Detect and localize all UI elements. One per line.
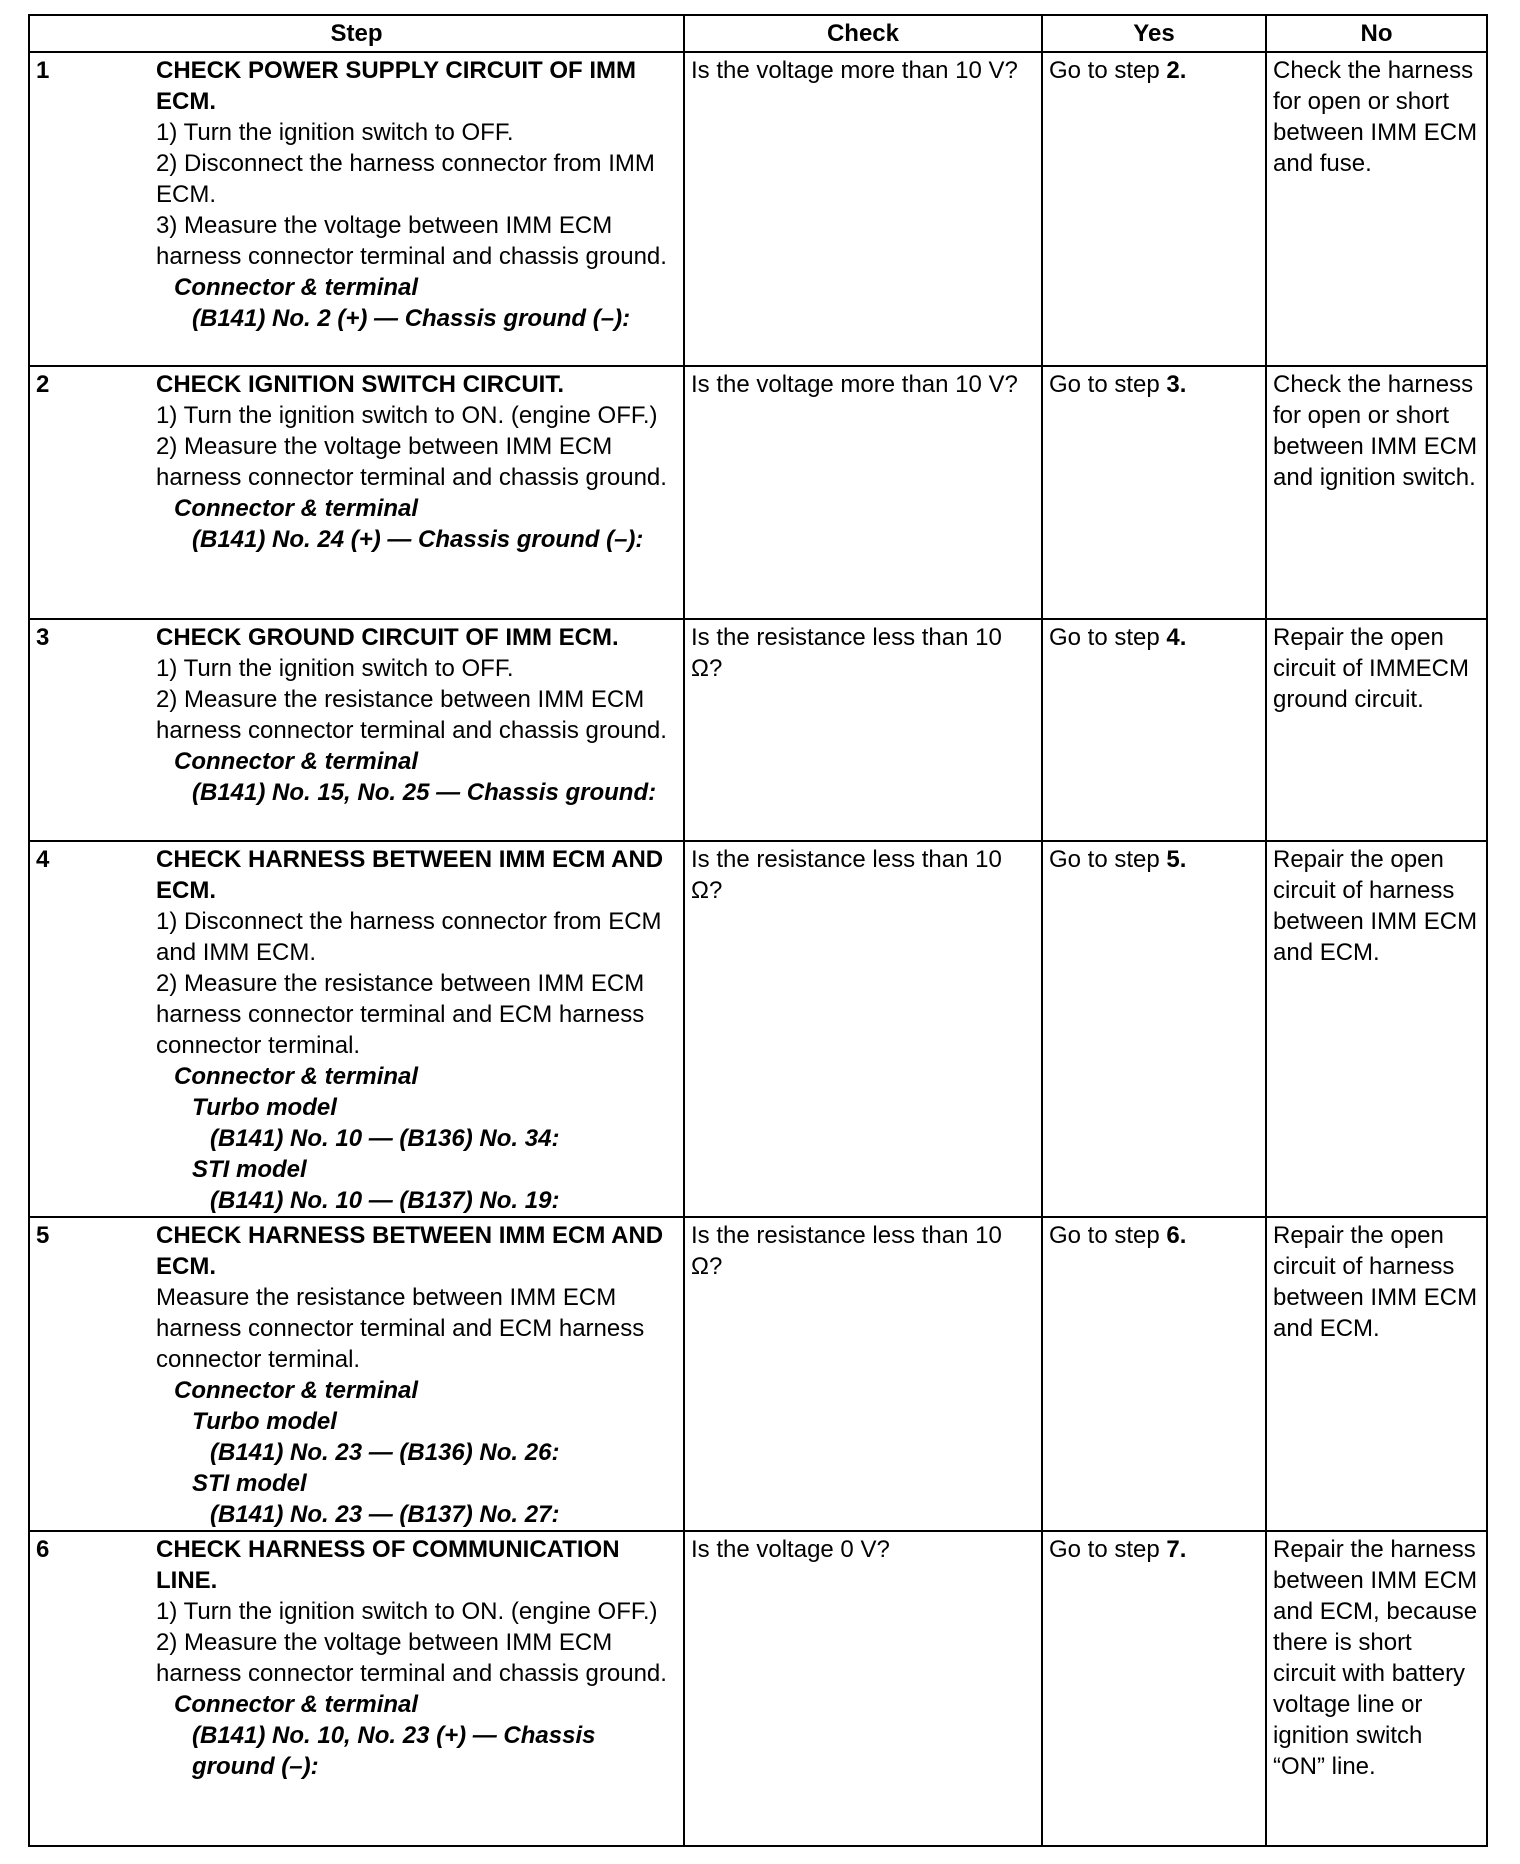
yes-cell (1042, 619, 1266, 841)
step-cell (29, 841, 684, 1217)
connector-terminal: (B141) No. 2 (+) — Chassis ground (–): (192, 305, 631, 332)
step-line: 2) Measure the resistance between IMM ECM harness connector terminal and ECM harness connector terminal. (156, 970, 645, 1059)
connector-label: Connector & terminal (174, 495, 419, 522)
connector-terminal: (B141) No. 10 — (B137) No. 19: (210, 1187, 560, 1214)
check-cell: Is the resistance less than 10 Ω? (684, 841, 1042, 1217)
connector-terminal: (B141) No. 23 — (B137) No. 27: (210, 1501, 560, 1528)
no-cell: Check the harness for open or short between IMM ECM and ignition switch. (1266, 366, 1487, 619)
header-row (29, 15, 1487, 52)
yes-step-number: 6. (1166, 1222, 1187, 1249)
step-number: 5 (36, 1222, 50, 1249)
yes-text: Go to step (1049, 1536, 1167, 1563)
diagnostic-table (28, 14, 1488, 1847)
yes-text: Go to step (1049, 846, 1167, 873)
yes-cell (1042, 841, 1266, 1217)
step-title: CHECK POWER SUPPLY CIRCUIT OF IMM ECM. (156, 57, 637, 115)
step-line: 2) Measure the voltage between IMM ECM harness connector terminal and chassis ground. (156, 433, 667, 491)
step-cell (29, 1217, 684, 1531)
step-title: CHECK HARNESS OF COMMUNICATION LINE. (156, 1536, 620, 1594)
step-title: CHECK HARNESS BETWEEN IMM ECM AND ECM. (156, 846, 664, 904)
step-line: 2) Measure the voltage between IMM ECM harness connector terminal and chassis ground. (156, 1629, 667, 1687)
connector-terminal: (B141) No. 15, No. 25 — Chassis ground: (192, 779, 657, 806)
step-line: 1) Turn the ignition switch to ON. (engine OFF.) (156, 1598, 658, 1625)
no-cell: Repair the open circuit of IMMECM ground circuit. (1266, 619, 1487, 841)
table-row (29, 1531, 1487, 1846)
step-line: 1) Disconnect the harness connector from ECM and IMM ECM. (156, 908, 662, 966)
step-line: 2) Measure the resistance between IMM ECM harness connector terminal and chassis ground. (156, 686, 667, 744)
connector-terminal: (B141) No. 24 (+) — Chassis ground (–): (192, 526, 644, 553)
yes-cell (1042, 1217, 1266, 1531)
model-label: STI model (192, 1156, 307, 1183)
step-number: 4 (36, 846, 50, 873)
table-row (29, 52, 1487, 366)
yes-step-number: 2. (1166, 57, 1187, 84)
check-cell: Is the resistance less than 10 Ω? (684, 1217, 1042, 1531)
check-cell: Is the voltage more than 10 V? (684, 366, 1042, 619)
table-row (29, 1217, 1487, 1531)
table-row (29, 841, 1487, 1217)
step-number: 1 (36, 57, 50, 84)
connector-label: Connector & terminal (174, 1377, 419, 1404)
step-cell (29, 619, 684, 841)
header-step: Step (29, 15, 684, 52)
connector-terminal: (B141) No. 23 — (B136) No. 26: (210, 1439, 560, 1466)
step-line: 1) Turn the ignition switch to ON. (engine OFF.) (156, 402, 658, 429)
check-cell: Is the voltage more than 10 V? (684, 52, 1042, 366)
table-row (29, 619, 1487, 841)
step-line: 1) Turn the ignition switch to OFF. (156, 655, 514, 682)
check-cell: Is the resistance less than 10 Ω? (684, 619, 1042, 841)
step-line: 1) Turn the ignition switch to OFF. (156, 119, 514, 146)
no-cell: Repair the open circuit of harness between IMM ECM and ECM. (1266, 1217, 1487, 1531)
table-row (29, 366, 1487, 619)
connector-label: Connector & terminal (174, 1063, 419, 1090)
header-check: Check (684, 15, 1042, 52)
yes-step-number: 4. (1166, 624, 1187, 651)
yes-text: Go to step (1049, 624, 1167, 651)
connector-label: Connector & terminal (174, 1691, 419, 1718)
step-title: CHECK HARNESS BETWEEN IMM ECM AND ECM. (156, 1222, 664, 1280)
step-line: Measure the resistance between IMM ECM harness connector terminal and ECM harness connector terminal. (156, 1284, 645, 1373)
connector-terminal: (B141) No. 10, No. 23 (+) — Chassis ground (–): (192, 1722, 596, 1780)
step-number: 3 (36, 624, 50, 651)
yes-step-number: 3. (1166, 371, 1187, 398)
step-cell (29, 52, 684, 366)
step-line: 2) Disconnect the harness connector from IMM ECM. (156, 150, 655, 208)
header-no: No (1266, 15, 1487, 52)
yes-text: Go to step (1049, 1222, 1167, 1249)
connector-label: Connector & terminal (174, 748, 419, 775)
step-title: CHECK GROUND CIRCUIT OF IMM ECM. (156, 624, 619, 651)
no-cell: Repair the harness between IMM ECM and ECM, because there is short circuit with battery voltage line or ignition switch “ON” line. (1266, 1531, 1487, 1846)
yes-text: Go to step (1049, 57, 1167, 84)
step-number: 6 (36, 1536, 50, 1563)
step-title: CHECK IGNITION SWITCH CIRCUIT. (156, 371, 564, 398)
no-cell: Check the harness for open or short between IMM ECM and fuse. (1266, 52, 1487, 366)
yes-step-number: 7. (1166, 1536, 1187, 1563)
yes-cell (1042, 1531, 1266, 1846)
yes-step-number: 5. (1166, 846, 1187, 873)
model-label: Turbo model (192, 1408, 337, 1435)
yes-cell (1042, 366, 1266, 619)
model-label: Turbo model (192, 1094, 337, 1121)
step-cell (29, 366, 684, 619)
connector-label: Connector & terminal (174, 274, 419, 301)
check-cell: Is the voltage 0 V? (684, 1531, 1042, 1846)
connector-terminal: (B141) No. 10 — (B136) No. 34: (210, 1125, 560, 1152)
step-cell (29, 1531, 684, 1846)
yes-cell (1042, 52, 1266, 366)
header-yes: Yes (1042, 15, 1266, 52)
model-label: STI model (192, 1470, 307, 1497)
yes-text: Go to step (1049, 371, 1167, 398)
step-line: 3) Measure the voltage between IMM ECM harness connector terminal and chassis ground. (156, 212, 667, 270)
no-cell: Repair the open circuit of harness between IMM ECM and ECM. (1266, 841, 1487, 1217)
step-number: 2 (36, 371, 50, 398)
